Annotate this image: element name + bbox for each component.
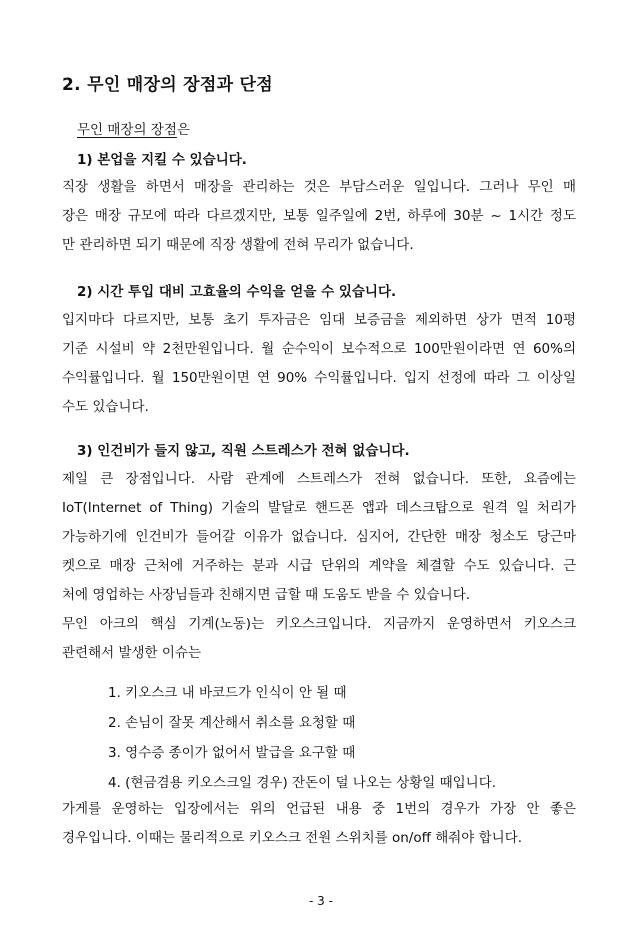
advantages-intro-underlined: 무인 매장의 장점 <box>77 122 177 138</box>
paragraph-line: 무인 아크의 핵심 기계(노동)는 키오스크입니다. 지금까지 운영하면서 키오스크 <box>62 616 576 632</box>
section-title: 2. 무인 매장의 장점과 단점 <box>62 75 273 95</box>
advantage-2-paragraph <box>62 306 576 422</box>
paragraph-line: 관련해서 발생한 이슈는 <box>62 645 201 661</box>
paragraph-line: IoT(Internet of Thing) 기술의 발달로 핸드폰 앱과 데스크탑으로 원격 일 처리가 <box>62 500 576 516</box>
advantage-3-heading: 3) 인건비가 들지 않고, 직원 스트레스가 전혀 없습니다. <box>77 443 410 459</box>
paragraph-line: 수도 있습니다. <box>62 399 149 415</box>
closing-paragraph <box>62 795 576 853</box>
issue-list-item: 3. 영수증 종이가 없어서 발급을 요구할 때 <box>108 745 356 761</box>
issue-list-item: 1. 키오스크 내 바코드가 인식이 안 될 때 <box>108 685 347 701</box>
kiosk-paragraph <box>62 610 576 668</box>
paragraph-line: 직장 생활을 하면서 매장을 관리하는 것은 부담스러운 일입니다. 그러나 무인 매 <box>62 179 576 195</box>
paragraph-line: 입지마다 다르지만, 보통 초기 투자금은 임대 보증금을 제외하면 상가 면적 10평 <box>62 312 576 328</box>
issue-list-item: 2. 손님이 잘못 계산해서 취소를 요청할 때 <box>108 715 356 731</box>
paragraph-line: 가게를 운영하는 입장에서는 위의 언급된 내용 중 1번의 경우가 가장 안 좋은 <box>62 801 576 817</box>
advantages-intro <box>77 118 190 138</box>
paragraph-line: 경우입니다. 이때는 물리적으로 키오스크 전원 스위치를 on/off 해줘야 합니다. <box>62 830 523 846</box>
page-number: - 3 - <box>309 894 333 908</box>
paragraph-line: 만 관리하면 되기 때문에 직장 생활에 전혀 무리가 없습니다. <box>62 237 414 253</box>
advantage-3-paragraph <box>62 465 576 610</box>
paragraph-line: 가능하기에 인건비가 들어갈 이유가 없습니다. 심지어, 간단한 매장 청소도 당근마 <box>62 529 576 545</box>
paragraph-line: 제일 큰 장점입니다. 사람 관계에 스트레스가 전혀 없습니다. 또한, 요즘에는 <box>62 471 576 487</box>
paragraph-line: 처에 영업하는 사장님들과 친해지면 급할 때 도움도 받을 수 있습니다. <box>62 587 471 603</box>
issue-list-item: 4. (현금겸용 키오스크일 경우) 잔돈이 덜 나오는 상황일 때입니다. <box>108 775 497 791</box>
paragraph-line: 기준 시설비 약 2천만원입니다. 월 순수익이 보수적으로 100만원이라면 연 60%의 <box>62 341 576 357</box>
advantage-2-heading: 2) 시간 투입 대비 고효율의 수익을 얻을 수 있습니다. <box>77 284 397 300</box>
advantage-1-paragraph <box>62 173 576 260</box>
paragraph-line: 수익률입니다. 월 150만원이면 연 90% 수익률입니다. 입지 선정에 따라 그 이상일 <box>62 370 576 386</box>
advantage-1-heading: 1) 본업을 지킬 수 있습니다. <box>77 152 247 168</box>
paragraph-line: 장은 매장 규모에 따라 다르겠지만, 보통 일주일에 2번, 하루에 30분 ~ 1시간 정도 <box>62 208 576 224</box>
advantages-intro-suffix: 은 <box>176 122 190 138</box>
paragraph-line: 켓으로 매장 근처에 거주하는 분과 시급 단위의 계약을 체결할 수도 있습니다. 근 <box>62 558 576 574</box>
